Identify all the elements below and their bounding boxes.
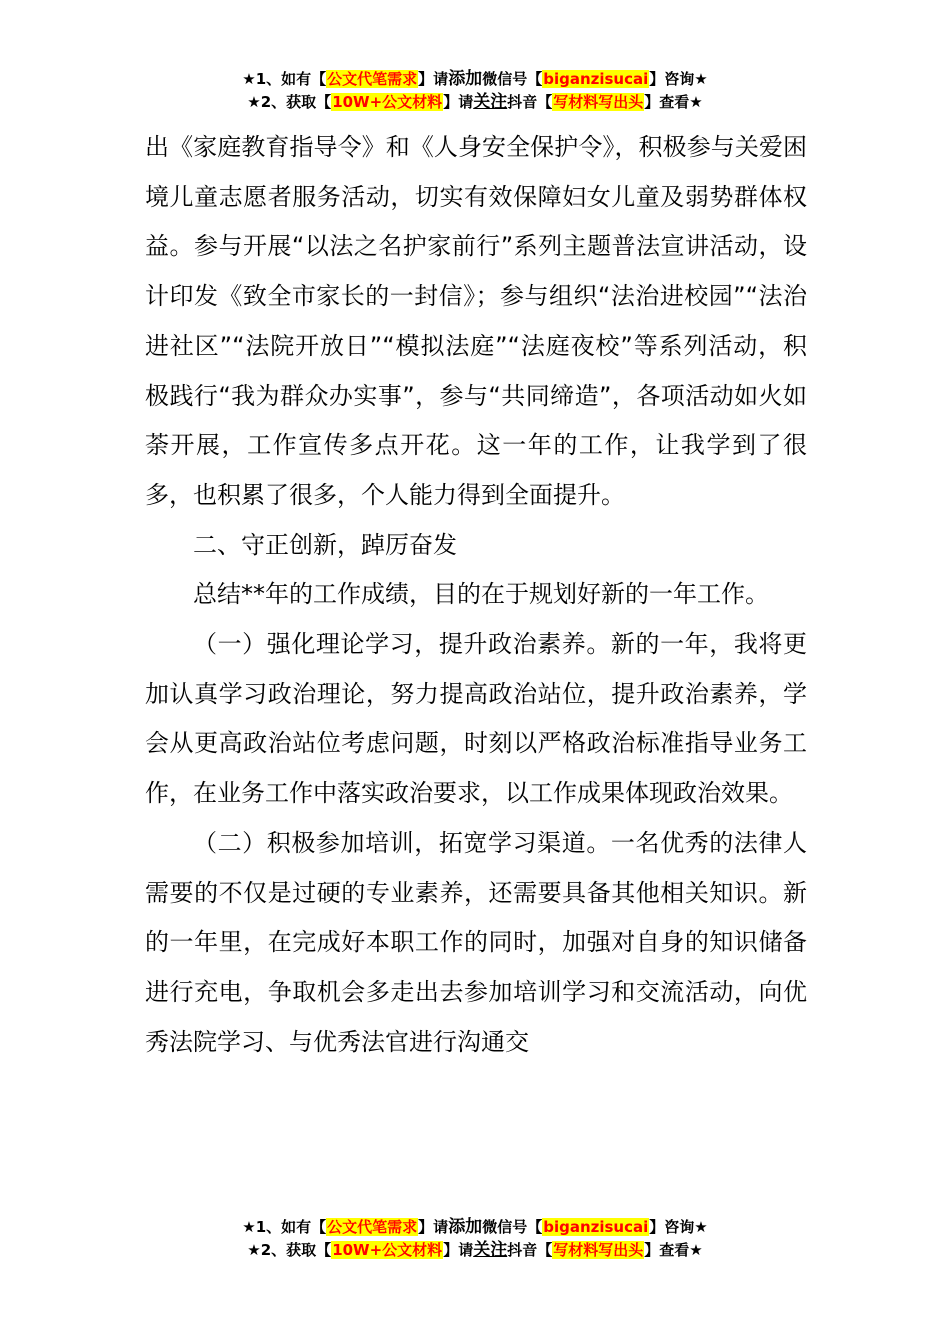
body-paragraph-1: 出《家庭教育指导令》和《人身安全保护令》，积极参与关爱困境儿童志愿者服务活动，切实有效保障妇女儿童及弱势群体权益。参与开展“以法之名护家前行”系列主题普法宣讲活动，设计印发《致全市家长的一封信》；参与组织“法治进校园”“法治进社区”“法院开放日”“模拟法庭”“法庭夜校”等系列活动，积极践行“我为群众办实事”，参与“共同缔造”，各项活动如火如荼开展，工作宣传多点开花。这一年的工作，让我学到了很多，也积累了很多，个人能力得到全面提升。	[145, 133, 807, 509]
section-heading-2: 二、守正创新，踔厉奋发	[193, 530, 457, 559]
banner-emph-add: 添加	[448, 69, 483, 89]
banner-line2-mid1: 】请	[443, 93, 474, 111]
body-paragraph-4: （二）积极参加培训，拓宽学习渠道。一名优秀的法律人需要的不仅是过硬的专业素养，还需要具备其他相关知识。新的一年里，在完成好本职工作的同时，加强对自身的知识储备进行充电，争取机会多走出去参加培训学习和交流活动，向优秀法院学习、与优秀法官进行沟通交	[145, 828, 807, 1056]
banner-line1-mid2: 微信号【	[482, 1218, 543, 1236]
body-paragraph-2: 总结**年的工作成绩，目的在于规划好新的一年工作。	[193, 580, 769, 609]
banner-emph-follow: 关注	[473, 92, 508, 112]
banner-line-1	[0, 68, 950, 91]
banner-line2-mid2: 抖音【	[507, 93, 553, 111]
top-banner	[0, 68, 950, 114]
banner-highlight-materials: 10W+公文材料	[332, 1241, 443, 1259]
banner-line2-suffix: 】查看★	[644, 1241, 703, 1259]
banner-emph-follow: 关注	[473, 1240, 508, 1260]
banner-line2-mid2: 抖音【	[507, 1241, 553, 1259]
banner-highlight-materials: 10W+公文材料	[332, 93, 443, 111]
banner-line1-mid1: 】请	[418, 1218, 449, 1236]
banner-highlight-douyin-account: 写材料写出头	[553, 1241, 644, 1259]
banner-line1-prefix: ★1、如有【	[242, 70, 327, 88]
document-body	[145, 123, 807, 1067]
banner-line1-prefix: ★1、如有【	[242, 1218, 327, 1236]
banner-highlight-writing-service: 公文代笔需求	[327, 70, 418, 88]
banner-highlight-writing-service: 公文代笔需求	[327, 1218, 418, 1236]
banner-line-1	[0, 1216, 950, 1239]
bottom-banner	[0, 1216, 950, 1262]
banner-line1-mid2: 微信号【	[482, 70, 543, 88]
body-paragraph-3: （一）强化理论学习，提升政治素养。新的一年，我将更加认真学习政治理论，努力提高政治站位，提升政治素养，学会从更高政治站位考虑问题，时刻以严格政治标准指导业务工作，在业务工作中落实政治要求，以工作成果体现政治效果。	[145, 630, 807, 808]
banner-line1-mid1: 】请	[418, 70, 449, 88]
banner-line2-prefix: ★2、获取【	[247, 1241, 332, 1259]
banner-line2-mid1: 】请	[443, 1241, 474, 1259]
banner-line2-prefix: ★2、获取【	[247, 93, 332, 111]
banner-line2-suffix: 】查看★	[644, 93, 703, 111]
banner-line-2	[0, 91, 950, 114]
banner-highlight-wechat-id: biganzisucai	[543, 1218, 649, 1236]
banner-line1-suffix: 】咨询★	[649, 1218, 708, 1236]
banner-emph-add: 添加	[448, 1217, 483, 1237]
banner-highlight-douyin-account: 写材料写出头	[553, 93, 644, 111]
banner-line1-suffix: 】咨询★	[649, 70, 708, 88]
banner-line-2	[0, 1239, 950, 1262]
banner-highlight-wechat-id: biganzisucai	[543, 70, 649, 88]
